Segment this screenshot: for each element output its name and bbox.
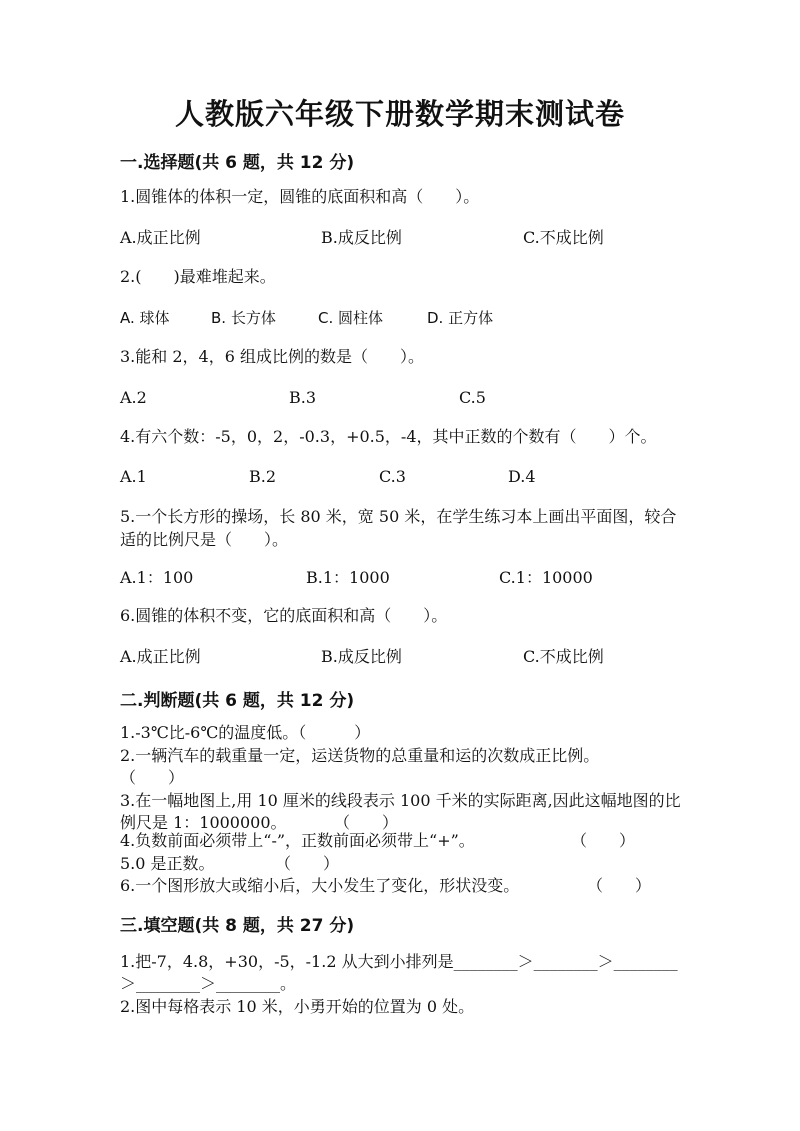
question-stem: 3.能和 2，4，6 组成比例的数是（ ）。 [120,347,424,366]
judgment-line: 6.一个图形放大或缩小后，大小发生了变化，形状没变。 [120,876,520,895]
page-title: 人教版六年级下册数学期末测试卷 [174,97,625,131]
judgment-line: 1.-3℃比-6℃的温度低。（ ） [120,723,371,742]
question-stem: 6.圆锥的体积不变，它的底面积和高（ ）。 [120,606,448,625]
option-c: C. 圆柱体 [318,309,384,327]
question-stem: 4.有六个数：-5，0，2，-0.3，+0.5，-4，其中正数的个数有（ ）个。 [120,427,657,446]
question-stem-line1: 5.一个长方形的操场，长 80 米，宽 50 米，在学生练习本上画出平面图，较合 [120,507,677,526]
judgment-line: （ ） [120,768,185,787]
answer-paren: （ ） [587,876,652,895]
option-a: A.成正比例 [120,647,201,666]
option-c: C.不成比例 [523,228,604,247]
option-a: A.1：100 [120,568,194,587]
option-b: B.成反比例 [321,647,402,666]
option-b: B. 长方体 [211,309,276,327]
answer-paren: （ ） [334,813,399,832]
option-c: C.5 [459,388,486,407]
option-c: C.1：10000 [499,568,593,587]
fill-line: ＞________＞________。 [120,974,297,993]
option-d: D.4 [508,467,536,486]
option-c: C.3 [379,467,406,486]
judgment-line: 2.一辆汽车的载重量一定，运送货物的总重量和运的次数成正比例。 [120,746,600,765]
section-heading-choice: 一.选择题(共 6 题，共 12 分) [120,153,355,173]
judgment-line: 5.0 是正数。 [120,854,215,873]
option-a: A.成正比例 [120,228,201,247]
answer-paren: （ ） [275,854,340,873]
option-a: A.2 [120,388,147,407]
judgment-line: 例尺是 1：1000000。 [120,813,287,832]
option-c: C.不成比例 [523,647,604,666]
option-b: B.成反比例 [321,228,402,247]
answer-paren: （ ） [571,831,636,850]
question-stem: 2.( )最难堆起来。 [120,267,276,286]
option-b: B.2 [249,467,277,486]
fill-line: 2.图中每格表示 10 米，小勇开始的位置为 0 处。 [120,997,475,1016]
option-b: B.3 [289,388,317,407]
judgment-line: 4.负数前面必须带上“-”，正数前面必须带上“+”。 [120,831,475,850]
question-stem: 1.圆锥体的体积一定，圆锥的底面积和高（ ）。 [120,187,480,206]
judgment-line: 3.在一幅地图上,用 10 厘米的线段表示 100 千米的实际距离,因此这幅地图的比 [120,791,681,810]
option-b: B.1：1000 [306,568,390,587]
section-heading-judgment: 二.判断题(共 6 题，共 12 分) [120,691,355,711]
option-d: D. 正方体 [427,309,494,327]
question-stem-line2: 适的比例尺是（ ）。 [120,530,289,549]
option-a: A.1 [120,467,147,486]
section-heading-fill: 三.填空题(共 8 题，共 27 分) [120,916,355,936]
fill-line: 1.把-7，4.8，+30，-5，-1.2 从大到小排列是________＞________＞________ [120,952,678,971]
option-a: A. 球体 [120,309,170,327]
